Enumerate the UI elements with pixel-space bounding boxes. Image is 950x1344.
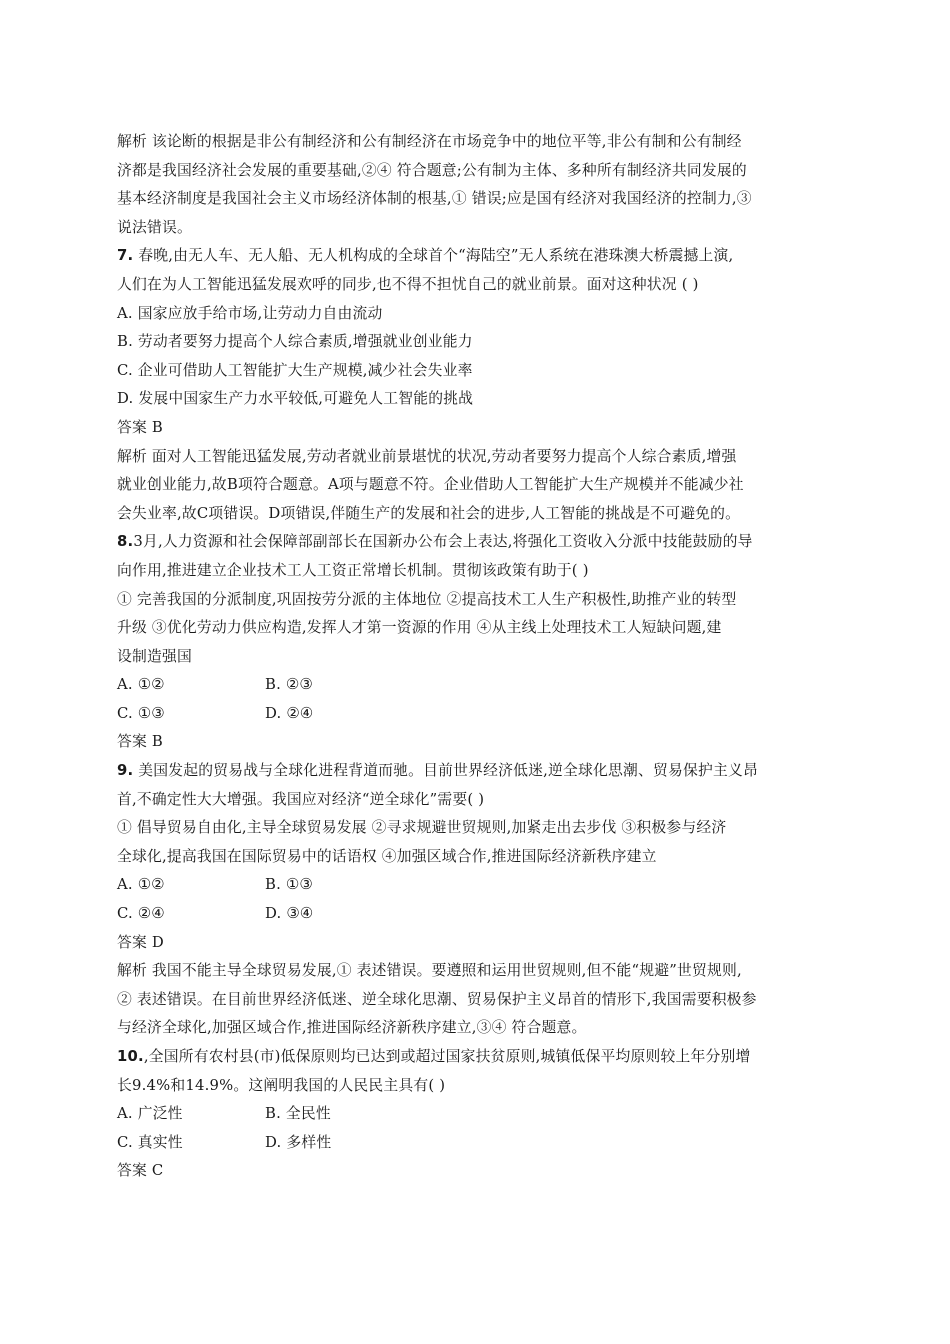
text-line: ② 表述错误。在目前世界经济低迷、逆全球化思潮、贸易保护主义昂首的情形下,我国需要积极参 [117, 990, 757, 1008]
question-stem [117, 528, 837, 557]
question-8 [117, 528, 837, 757]
text-line: ① 完善我国的分派制度,巩固按劳分派的主体地位 ②提高技术工人生产积极性,助推产业的转型 [117, 590, 737, 608]
option-row [117, 700, 837, 729]
option-b: B. ②③ [265, 676, 313, 694]
answer: 答案 B [117, 418, 163, 436]
option-row [117, 671, 837, 700]
option-row [117, 871, 837, 900]
stem-text: 美国发起的贸易战与全球化进程背道而驰。目前世界经济低迷,逆全球化思潮、贸易保护主义昂 [138, 762, 759, 780]
text-line: 解析 该论断的根据是非公有制经济和公有制经济在市场竞争中的地位平等,非公有制和公有制经 [117, 133, 742, 150]
stem-text: 3月,人力资源和社会保障部副部长在国新办公布会上表达,将强化工资收入分派中技能鼓励的导 [133, 533, 753, 551]
text-line: 解析 面对人工智能迅猛发展,劳动者就业前景堪忧的状况,劳动者要努力提高个人综合素质,增强 [117, 447, 737, 465]
question-stem [117, 242, 837, 271]
option-c: C. 真实性 [117, 1133, 183, 1151]
question-stem [117, 1043, 837, 1072]
text-line: 向作用,推进建立企业技术工人工资正常增长机制。贯彻该政策有助于( ) [117, 561, 589, 579]
answer: 答案 C [117, 1162, 164, 1180]
option-b: B. 劳动者要努力提高个人综合素质,增强就业创业能力 [117, 333, 473, 351]
option-a: A. ①② [117, 676, 165, 694]
option-c: C. ①③ [117, 704, 165, 722]
option-a: A. ①② [117, 876, 165, 894]
option-d: D. ②④ [265, 704, 314, 722]
question-number: 7. [117, 247, 134, 265]
option-a: A. 广泛性 [117, 1105, 183, 1123]
option-row [117, 1100, 837, 1129]
analysis-6 [117, 128, 837, 242]
question-9 [117, 757, 837, 1043]
option-d: D. 多样性 [265, 1133, 332, 1151]
option-b: B. 全民性 [265, 1105, 331, 1123]
question-number: 10. [117, 1048, 144, 1065]
option-d: D. ③④ [265, 905, 314, 923]
text-line: 就业创业能力,故B项符合题意。A项与题意不符。企业借助人工智能扩大生产规模并不能减少社 [117, 476, 744, 494]
answer: 答案 D [117, 933, 164, 951]
text-line: 会失业率,故C项错误。D项错误,伴随生产的发展和社会的进步,人工智能的挑战是不可避免的。 [117, 504, 741, 522]
question-number: 9. [117, 762, 134, 780]
question-number: 8. [117, 533, 134, 551]
text-line: 人们在为人工智能迅猛发展欢呼的同步,也不得不担忧自己的就业前景。面对这种状况 ( ) [117, 275, 699, 293]
text-line: 首,不确定性大大增强。我国应对经济“逆全球化”需要( ) [117, 790, 485, 808]
document-page [117, 128, 837, 1186]
text-line: 与经济全球化,加强区域合作,推进国际经济新秩序建立,③④ 符合题意。 [117, 1019, 587, 1037]
text-line: 解析 我国不能主导全球贸易发展,① 表述错误。要遵照和运用世贸规则,但不能“规避”世贸规则, [117, 962, 742, 980]
option-b: B. ①③ [265, 876, 313, 894]
question-stem [117, 757, 837, 786]
text-line: 济都是我国经济社会发展的重要基础,②④ 符合题意;公有制为主体、多种所有制经济共同发展的 [117, 161, 747, 179]
text-line: 升级 ③优化劳动力供应构造,发挥人才第一资源的作用 ④从主线上处理技术工人短缺问题,建 [117, 619, 722, 637]
stem-text: ,全国所有农村县(市)低保原则均已达到或超过国家扶贫原则,城镇低保平均原则较上年分别增 [143, 1048, 751, 1065]
option-row [117, 900, 837, 929]
question-7 [117, 242, 837, 528]
question-10 [117, 1043, 837, 1186]
text-line: 长9.4%和14.9%。这阐明我国的人民民主具有( ) [117, 1076, 446, 1094]
text-line: 基本经济制度是我国社会主义市场经济体制的根基,① 错误;应是国有经济对我国经济的控制力,③ [117, 190, 752, 208]
text-line: 设制造强国 [117, 647, 192, 665]
option-c: C. 企业可借助人工智能扩大生产规模,减少社会失业率 [117, 361, 473, 379]
answer: 答案 B [117, 733, 163, 751]
option-row [117, 1129, 837, 1158]
option-a: A. 国家应放手给市场,让劳动力自由流动 [117, 304, 383, 322]
option-c: C. ②④ [117, 905, 165, 923]
option-d: D. 发展中国家生产力水平较低,可避免人工智能的挑战 [117, 390, 474, 408]
stem-text: 春晚,由无人车、无人船、无人机构成的全球首个“海陆空”无人系统在港珠澳大桥震撼上演, [138, 247, 734, 265]
text-line: ① 倡导贸易自由化,主导全球贸易发展 ②寻求规避世贸规则,加紧走出去步伐 ③积极参与经济 [117, 819, 727, 837]
text-line: 说法错误。 [117, 218, 192, 236]
text-line: 全球化,提高我国在国际贸易中的话语权 ④加强区域合作,推进国际经济新秩序建立 [117, 847, 657, 865]
